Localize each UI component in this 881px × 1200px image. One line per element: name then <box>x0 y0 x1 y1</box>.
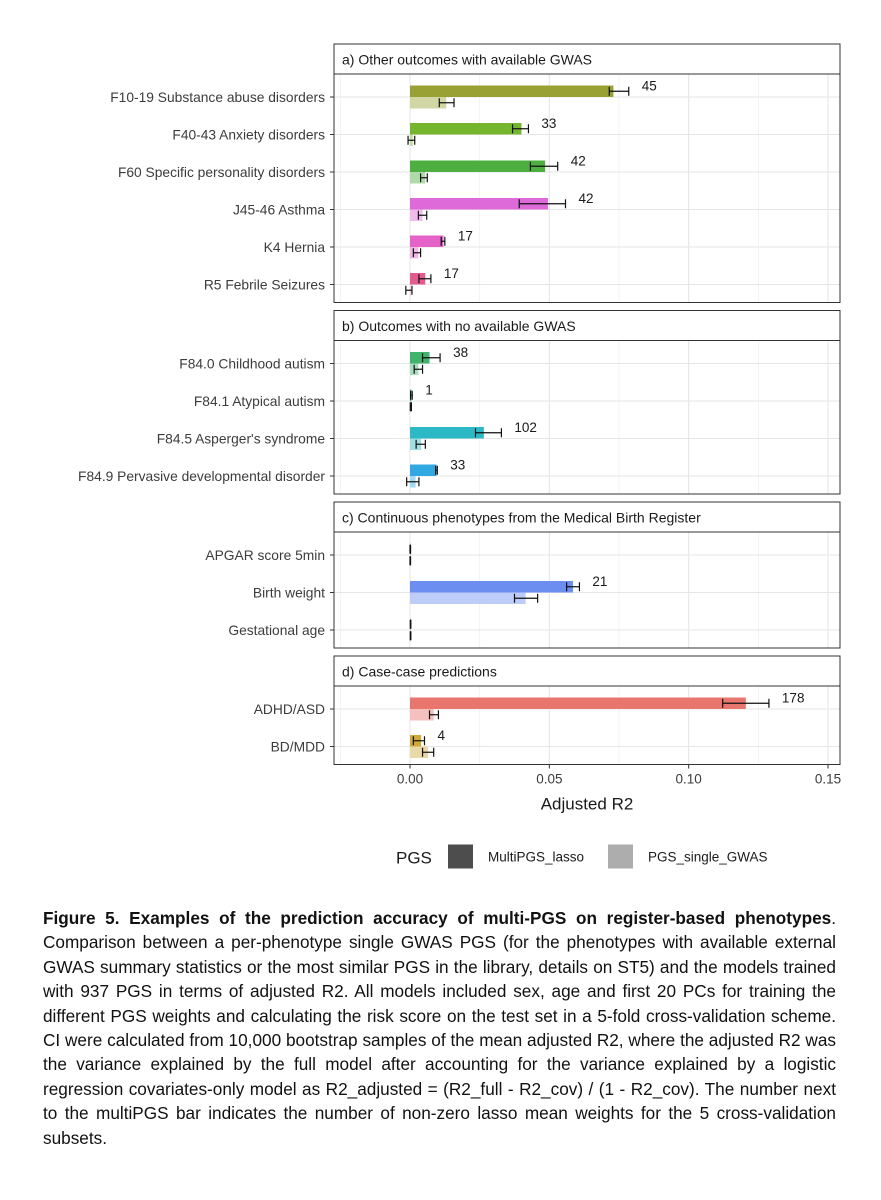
count-label: 42 <box>578 191 594 206</box>
category-label: J45-46 Asthma <box>232 202 325 218</box>
count-label: 102 <box>514 420 537 435</box>
category-label: F84.5 Asperger's syndrome <box>156 431 325 447</box>
count-label: 33 <box>541 116 557 131</box>
count-label: 42 <box>570 153 586 169</box>
category-label: K4 Hernia <box>263 240 325 255</box>
panel-title: b) Outcomes with no available GWAS <box>342 318 576 334</box>
count-label: 1 <box>425 382 433 398</box>
count-label: 45 <box>641 78 657 94</box>
count-label: 17 <box>443 266 459 281</box>
x-axis-label: Adjusted R2 <box>540 794 634 814</box>
panel-title: c) Continuous phenotypes from the Medical Birth Register <box>342 509 701 526</box>
caption-label: Figure 5. Examples of the prediction accuracy of multi-PGS on register-based phenotypes <box>43 908 832 928</box>
legend-swatch <box>608 845 633 869</box>
caption-text: . Comparison between a per-phenotype single GWAS PGS (for the phenotypes with available external GWAS summary statistics or the most similar PGS in the library, details on ST5) and the models trained with 937 PGS in terms of adjusted R2. All models included sex, age and first 20 PCs for training the different PGS weights and calculating the risk score on the test set in a 5-fold cross-validation scheme. CI were calculated from 10,000 bootstrap samples of the mean adjusted R2, where the adjusted R2 was the variance explained by the full model after accounting for the variance explained by a logistic regression covariates-only model as R2_adjusted = (R2_full - R2_cov) / (1 - R2_cov). The number next to the multiPGS bar indicates the number of non-zero lasso mean weights for the 5 cross-validation subsets. <box>43 908 836 1148</box>
bar-multi <box>410 86 613 98</box>
category-label: F84.0 Childhood autism <box>179 356 325 372</box>
panel-title: d) Case-case predictions <box>342 663 497 680</box>
bar-multi <box>410 427 484 439</box>
panel-title: a) Other outcomes with available GWAS <box>342 51 593 68</box>
category-label: F84.9 Pervasive developmental disorder <box>78 469 325 484</box>
category-label: R5 Febrile Seizures <box>203 277 325 293</box>
category-label: Birth weight <box>252 585 325 601</box>
legend-entry-label: PGS_single_GWAS <box>648 849 768 865</box>
category-label: F40-43 Anxiety disorders <box>172 127 325 143</box>
count-label: 4 <box>437 728 446 743</box>
x-tick-label: 0.10 <box>675 771 702 787</box>
bar-multi <box>410 161 545 173</box>
bar-multi <box>410 465 436 477</box>
count-label: 17 <box>457 228 473 244</box>
x-tick-label: 0.05 <box>536 771 563 787</box>
category-label: Gestational age <box>228 623 325 638</box>
bar-single <box>410 593 526 605</box>
legend-entry-label: MultiPGS_lasso <box>488 849 585 865</box>
category-label: BD/MDD <box>270 739 325 755</box>
category-label: ADHD/ASD <box>253 702 325 717</box>
count-label: 38 <box>453 345 469 360</box>
x-tick-label: 0.15 <box>814 771 842 787</box>
count-label: 178 <box>781 690 805 706</box>
figure-caption <box>43 906 836 1150</box>
bar-multi <box>410 236 443 248</box>
legend-title: PGS <box>396 848 432 868</box>
bar-multi <box>410 581 573 593</box>
count-label: 21 <box>592 574 608 589</box>
legend-swatch <box>448 845 473 869</box>
category-label: F10-19 Substance abuse disorders <box>110 90 325 105</box>
bar-multi <box>410 698 746 710</box>
x-tick-label: 0.00 <box>396 771 424 787</box>
category-label: APGAR score 5min <box>205 548 325 563</box>
bar-multi <box>410 123 521 135</box>
category-label: F60 Specific personality disorders <box>117 165 325 180</box>
count-label: 33 <box>450 457 466 473</box>
category-label: F84.1 Atypical autism <box>193 394 325 409</box>
